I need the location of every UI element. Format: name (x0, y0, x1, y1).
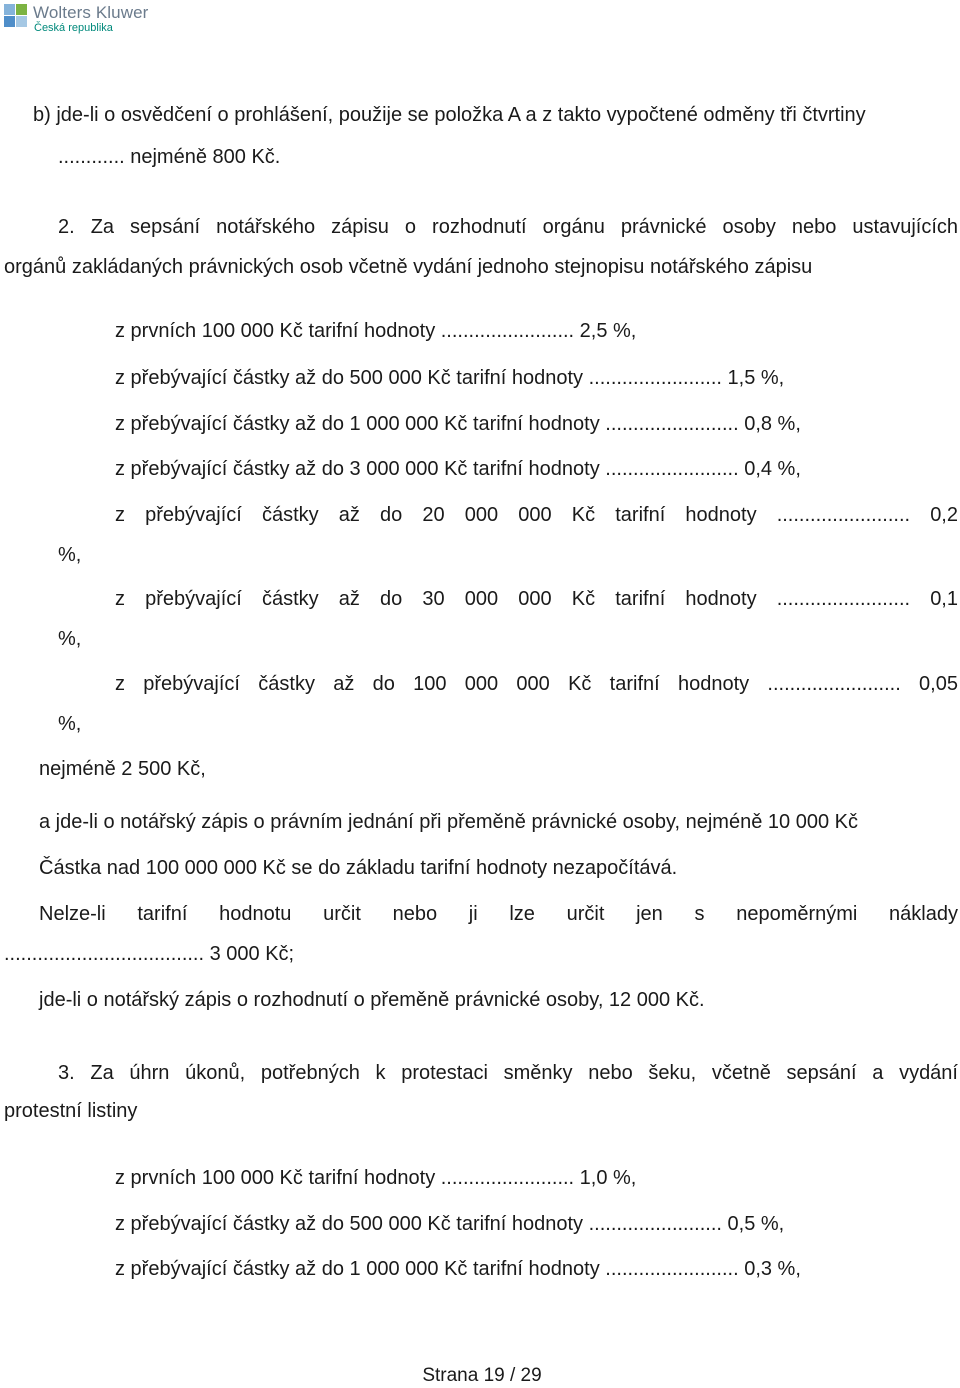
item-3-heading-line-2: protestní listiny (4, 1100, 138, 1122)
brand-subtitle: Česká republika (34, 22, 113, 34)
tier-row: z přebývající částky až do 500 000 Kč tarifní hodnoty ........................ 1,5 %, (115, 367, 785, 389)
tier-row: z prvních 100 000 Kč tarifní hodnoty ........................ 1,0 %, (115, 1167, 637, 1189)
item-b-line-2: ............ nejméně 800 Kč. (58, 146, 281, 168)
undeterminable-value-line-2: .................................... 3 000 Kč; (4, 943, 295, 965)
tier-row: z přebývající částky až do 100 000 000 Kč tarifní hodnoty ........................ 0,05 (115, 673, 958, 695)
tier-row: z přebývající částky až do 20 000 000 Kč tarifní hodnoty ........................ 0,2 (115, 504, 958, 526)
item-2-heading-line-1: 2. Za sepsání notářského zápisu o rozhodnutí orgánu právnické osoby nebo ustavujících (58, 216, 958, 238)
item-2-heading-line-2: orgánů zakládaných právnických osob včetně vydání jednoho stejnopisu notářského zápisu (4, 256, 813, 278)
tier-row-suffix: %, (58, 713, 82, 735)
item-b-line-1: b) jde-li o osvědčení o prohlášení, použije se položka A a z takto vypočtené odměny tři čtvrtiny (33, 104, 866, 126)
tier-row: z prvních 100 000 Kč tarifní hodnoty ........................ 2,5 %, (115, 320, 637, 342)
conversion-note: a jde-li o notářský zápis o právním jednání při přeměně právnické osoby, nejméně 10 000 Kč (39, 811, 858, 833)
conversion-decision: jde-li o notářský zápis o rozhodnutí o přeměně právnické osoby, 12 000 Kč. (39, 989, 705, 1011)
item-3-heading-line-1: 3. Za úhrn úkonů, potřebných k protestaci směnky nebo šeku, včetně sepsání a vydání (58, 1062, 958, 1084)
page-number: Strana 19 / 29 (422, 1365, 542, 1386)
wolters-kluwer-logo-icon (4, 4, 28, 32)
tier-row-suffix: %, (58, 628, 82, 650)
tier-row: z přebývající částky až do 1 000 000 Kč tarifní hodnoty ........................ 0,3 %, (115, 1258, 801, 1280)
cap-note: Částka nad 100 000 000 Kč se do základu tarifní hodnoty nezapočítává. (39, 857, 678, 879)
publisher-logo (4, 3, 154, 35)
tier-row: z přebývající částky až do 1 000 000 Kč tarifní hodnoty ........................ 0,8 %, (115, 413, 801, 435)
tier-row-suffix: %, (58, 544, 82, 566)
tier-row: z přebývající částky až do 500 000 Kč tarifní hodnoty ........................ 0,5 %, (115, 1213, 785, 1235)
undeterminable-value-line-1: Nelze-li tarifní hodnotu určit nebo ji lze určit jen s nepoměrnými náklady (39, 903, 958, 925)
tier-row: z přebývající částky až do 3 000 000 Kč tarifní hodnoty ........................ 0,4 %, (115, 458, 801, 480)
brand-name: Wolters Kluwer (33, 3, 149, 22)
minimum-fee: nejméně 2 500 Kč, (39, 758, 206, 780)
tier-row: z přebývající částky až do 30 000 000 Kč tarifní hodnoty ........................ 0,1 (115, 588, 958, 610)
